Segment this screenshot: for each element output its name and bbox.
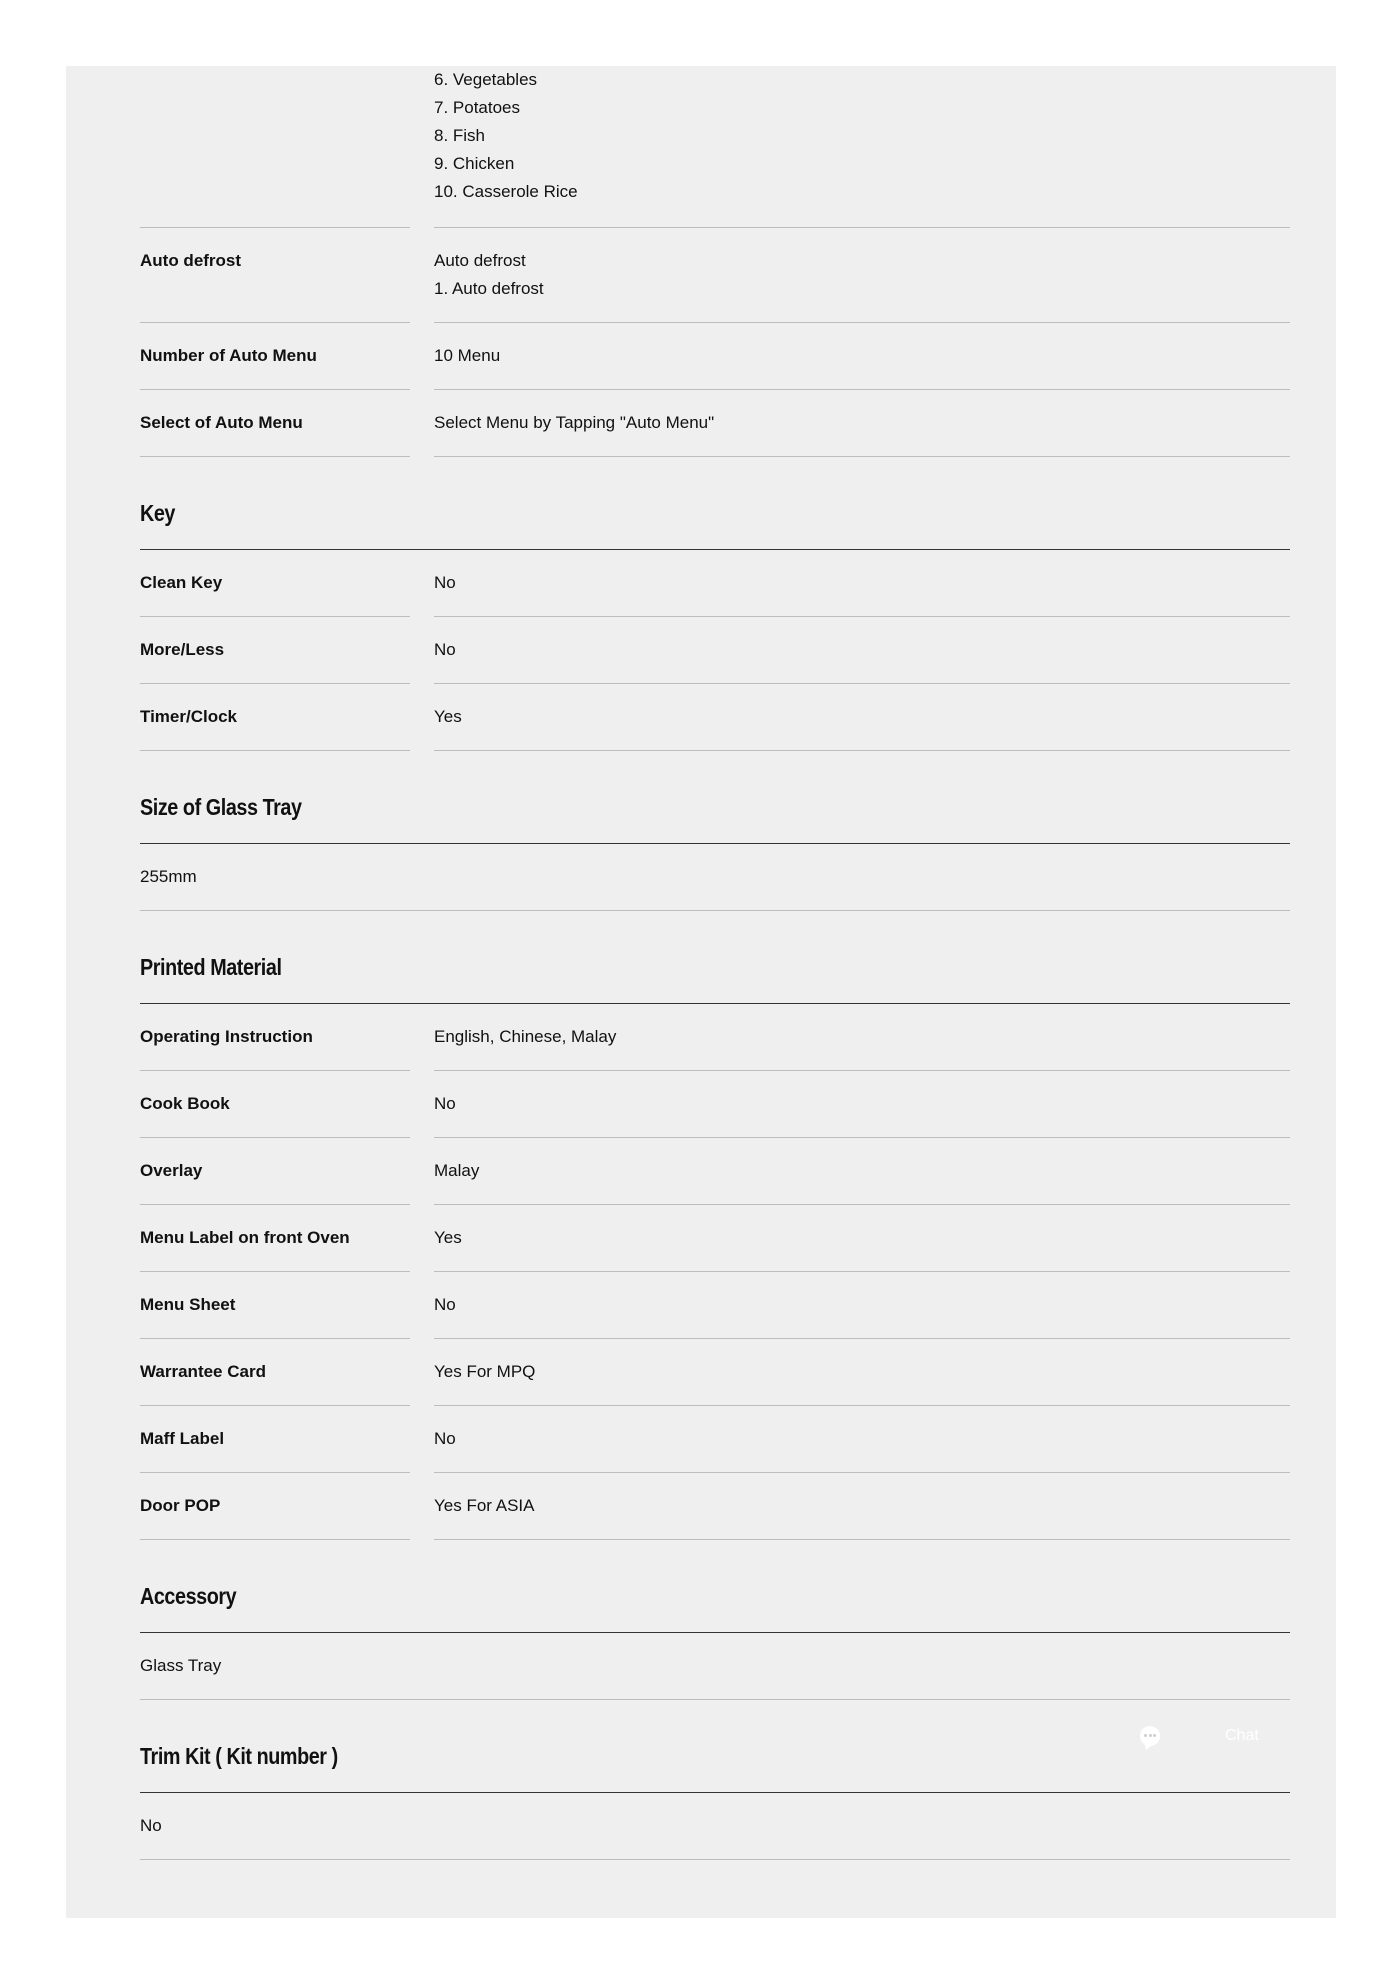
spec-label: Menu Label on front Oven [140, 1205, 410, 1272]
section-glass-tray-header [140, 751, 1290, 844]
spec-content [140, 66, 1290, 1860]
spec-label: Cook Book [140, 1071, 410, 1138]
spec-label: Clean Key [140, 550, 410, 617]
spec-label: Auto defrost [140, 228, 410, 323]
spec-label: Number of Auto Menu [140, 323, 410, 390]
spec-label: Maff Label [140, 1406, 410, 1473]
spec-row-door-pop [140, 1473, 1290, 1540]
section-accessory-header [140, 1540, 1290, 1633]
spec-value-line: 1. Auto defrost [434, 279, 544, 298]
list-item: 7. Potatoes [434, 98, 521, 117]
auto-menu-list-row [140, 66, 1290, 228]
chat-bubble-icon [1140, 1726, 1160, 1746]
glass-tray-size-value: 255mm [140, 844, 1290, 911]
spec-label: Timer/Clock [140, 684, 410, 751]
spec-label: Operating Instruction [140, 1004, 410, 1071]
spec-value [434, 228, 1290, 323]
auto-menu-list-label [140, 66, 410, 228]
spec-row-overlay [140, 1138, 1290, 1205]
spec-value: No [434, 1071, 1290, 1138]
spec-row-select-of-auto-menu [140, 390, 1290, 457]
section-printed-material-header [140, 911, 1290, 1004]
spec-panel [66, 66, 1336, 1918]
spec-value: No [434, 617, 1290, 684]
spec-value-line: Auto defrost [434, 251, 526, 270]
spec-row-auto-defrost [140, 228, 1290, 323]
spec-value: English, Chinese, Malay [434, 1004, 1290, 1071]
chat-button[interactable] [1140, 1718, 1300, 1754]
spec-label: Select of Auto Menu [140, 390, 410, 457]
spec-value: 10 Menu [434, 323, 1290, 390]
spec-label: More/Less [140, 617, 410, 684]
spec-row-menu-sheet [140, 1272, 1290, 1339]
spec-row-warrantee-card [140, 1339, 1290, 1406]
section-key-header [140, 457, 1290, 550]
spec-value: Malay [434, 1138, 1290, 1205]
spec-row-maff-label [140, 1406, 1290, 1473]
section-title: Trim Kit ( Kit number ) [140, 1743, 338, 1769]
spec-row-cook-book [140, 1071, 1290, 1138]
section-title: Key [140, 500, 176, 526]
spec-row-menu-label-front-oven [140, 1205, 1290, 1272]
spec-value: Yes [434, 1205, 1290, 1272]
spec-label: Overlay [140, 1138, 410, 1205]
auto-menu-list-values [434, 66, 1290, 228]
section-title: Printed Material [140, 954, 282, 980]
section-title: Accessory [140, 1583, 237, 1609]
spec-value: Yes For ASIA [434, 1473, 1290, 1540]
spec-value: Select Menu by Tapping "Auto Menu" [434, 390, 1290, 457]
spec-row-timer-clock [140, 684, 1290, 751]
spec-value: No [434, 550, 1290, 617]
section-trim-kit-header [140, 1700, 1290, 1793]
spec-row-number-of-auto-menu [140, 323, 1290, 390]
list-item: 9. Chicken [434, 154, 515, 173]
spec-value: Yes [434, 684, 1290, 751]
trim-kit-value: No [140, 1793, 1290, 1860]
spec-row-operating-instruction [140, 1004, 1290, 1071]
spec-row-more-less [140, 617, 1290, 684]
spec-label: Door POP [140, 1473, 410, 1540]
section-title: Size of Glass Tray [140, 794, 302, 820]
chat-label: Chat [1225, 1727, 1259, 1744]
spec-value: No [434, 1406, 1290, 1473]
spec-value: No [434, 1272, 1290, 1339]
accessory-value: Glass Tray [140, 1633, 1290, 1700]
list-item: 10. Casserole Rice [434, 182, 578, 201]
spec-value: Yes For MPQ [434, 1339, 1290, 1406]
spec-row-clean-key [140, 550, 1290, 617]
list-item: 6. Vegetables [434, 70, 538, 89]
spec-label: Menu Sheet [140, 1272, 410, 1339]
list-item: 8. Fish [434, 126, 486, 145]
spec-label: Warrantee Card [140, 1339, 410, 1406]
